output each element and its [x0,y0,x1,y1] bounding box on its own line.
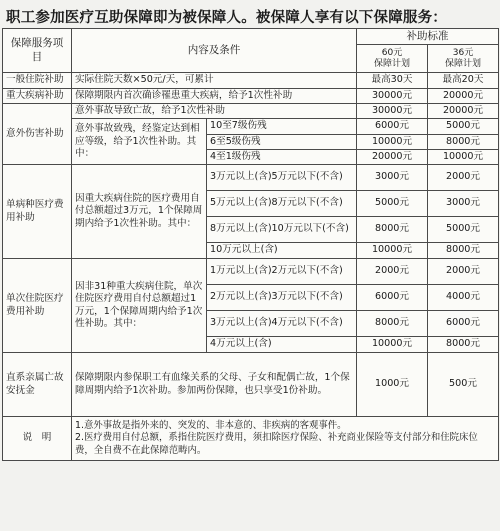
row-accident-death-v36: 20000元 [428,103,499,118]
row-single-disease-v60: 5000元 [357,191,428,217]
row-single-stay-range: 2万元以上(含)3万元以下(不含) [207,285,357,311]
row-single-stay-v60: 10000元 [357,337,428,353]
row-accident-level-v36: 5000元 [428,119,499,134]
row-accident-death-v60: 30000元 [357,103,428,118]
row-critical-content: 保障期限内首次确诊罹患重大疾病，给予1次性补助 [72,88,357,103]
row-accident-level-v60: 10000元 [357,134,428,149]
row-single-disease-range: 3万元以上(含)5万元以下(不含) [207,165,357,191]
header-row [3,29,499,45]
notes-text: 1.意外事故是指外来的、突发的、非本意的、非疾病的客观事件。 2.医疗费用自付总额，系指住院医疗费用，须扣除医疗保险、补充商业保险等支付部分和住院床位费，全自费不在此保障范畴内。 [72,417,499,461]
row-single-stay-range: 4万元以上(含) [207,337,357,353]
row-relatives-name: 直系亲属亡故安抚金 [3,353,72,417]
row-general-name: 一般住院补助 [3,73,72,88]
row-accident-level-v36: 8000元 [428,134,499,149]
table-row [3,88,499,103]
row-single-stay-name: 单次住院医疗费用补助 [3,259,72,353]
row-critical-v36: 20000元 [428,88,499,103]
row-accident-level-v60: 20000元 [357,149,428,164]
row-single-disease-range: 5万元以上(含)8万元以下(不含) [207,191,357,217]
benefits-table [2,28,499,461]
header-item: 保障服务项目 [3,29,72,73]
row-accident-death: 意外事故导致亡故，给予1次性补助 [72,103,357,118]
row-single-stay-v36: 6000元 [428,311,499,337]
row-single-stay-range: 3万元以上(含)4万元以下(不含) [207,311,357,337]
row-single-disease-v36: 8000元 [428,243,499,259]
table-row [3,103,499,118]
row-single-stay-cond: 因非31种重大疾病住院，单次住院医疗费用自付总额超过1万元，1个保障周期内给予1次性补助。其中： [72,259,207,353]
row-accident-name: 意外伤害补助 [3,103,72,164]
row-single-disease-name: 单病种医疗费用补助 [3,165,72,259]
row-accident-level-label: 4至1级伤残 [207,149,357,164]
row-single-disease-v60: 10000元 [357,243,428,259]
header-standard: 补助标准 [357,29,499,45]
row-accident-level-label: 6至5级伤残 [207,134,357,149]
row-single-stay-v60: 8000元 [357,311,428,337]
row-single-disease-v60: 8000元 [357,217,428,243]
header-plan-60: 60元 保障计划 [357,45,428,73]
row-accident-level-v36: 10000元 [428,149,499,164]
row-single-stay-v36: 4000元 [428,285,499,311]
row-single-disease-cond: 因重大疾病住院的医疗费用自付总额超过3万元，1个保障周期内给予1次性补助。其中： [72,165,207,259]
row-accident-level-label: 10至7级伤残 [207,119,357,134]
row-single-disease-v60: 3000元 [357,165,428,191]
row-general-v60: 最高30天 [357,73,428,88]
row-single-stay-range: 1万元以上(含)2万元以下(不含) [207,259,357,285]
table-row [3,73,499,88]
row-critical-name: 重大疾病补助 [3,88,72,103]
row-general-v36: 最高20天 [428,73,499,88]
row-accident-disability-cond: 意外事故致残，经鉴定达到相应等级，给予1次性补助。其中： [72,119,207,165]
row-single-disease-range: 10万元以上(含) [207,243,357,259]
row-critical-v60: 30000元 [357,88,428,103]
row-single-stay-v36: 8000元 [428,337,499,353]
row-accident-level-v60: 6000元 [357,119,428,134]
row-single-disease-range: 8万元以上(含)10万元以下(不含) [207,217,357,243]
page-title: 职工参加医疗互助保障即为被保障人。被保障人享有以下保障服务： [6,10,447,26]
row-single-stay-v60: 6000元 [357,285,428,311]
header-plan-36: 36元 保障计划 [428,45,499,73]
row-general-content: 实际住院天数×50元/天，可累计 [72,73,357,88]
row-single-disease-v36: 2000元 [428,165,499,191]
row-relatives-v60: 1000元 [357,353,428,417]
notes-label: 说 明 [3,417,72,461]
row-relatives-v36: 500元 [428,353,499,417]
table-row [3,165,499,191]
table-row [3,119,499,134]
row-single-disease-v36: 5000元 [428,217,499,243]
row-single-disease-v36: 3000元 [428,191,499,217]
header-content: 内容及条件 [72,29,357,73]
table-row [3,353,499,417]
row-single-stay-v60: 2000元 [357,259,428,285]
table-row [3,417,499,461]
table-row [3,259,499,285]
row-single-stay-v36: 2000元 [428,259,499,285]
row-relatives-content: 保障期限内参保职工有血缘关系的父母、子女和配偶亡故，1个保障周期内给予1次补助。参加两份保障，也只享受1份补助。 [72,353,357,417]
